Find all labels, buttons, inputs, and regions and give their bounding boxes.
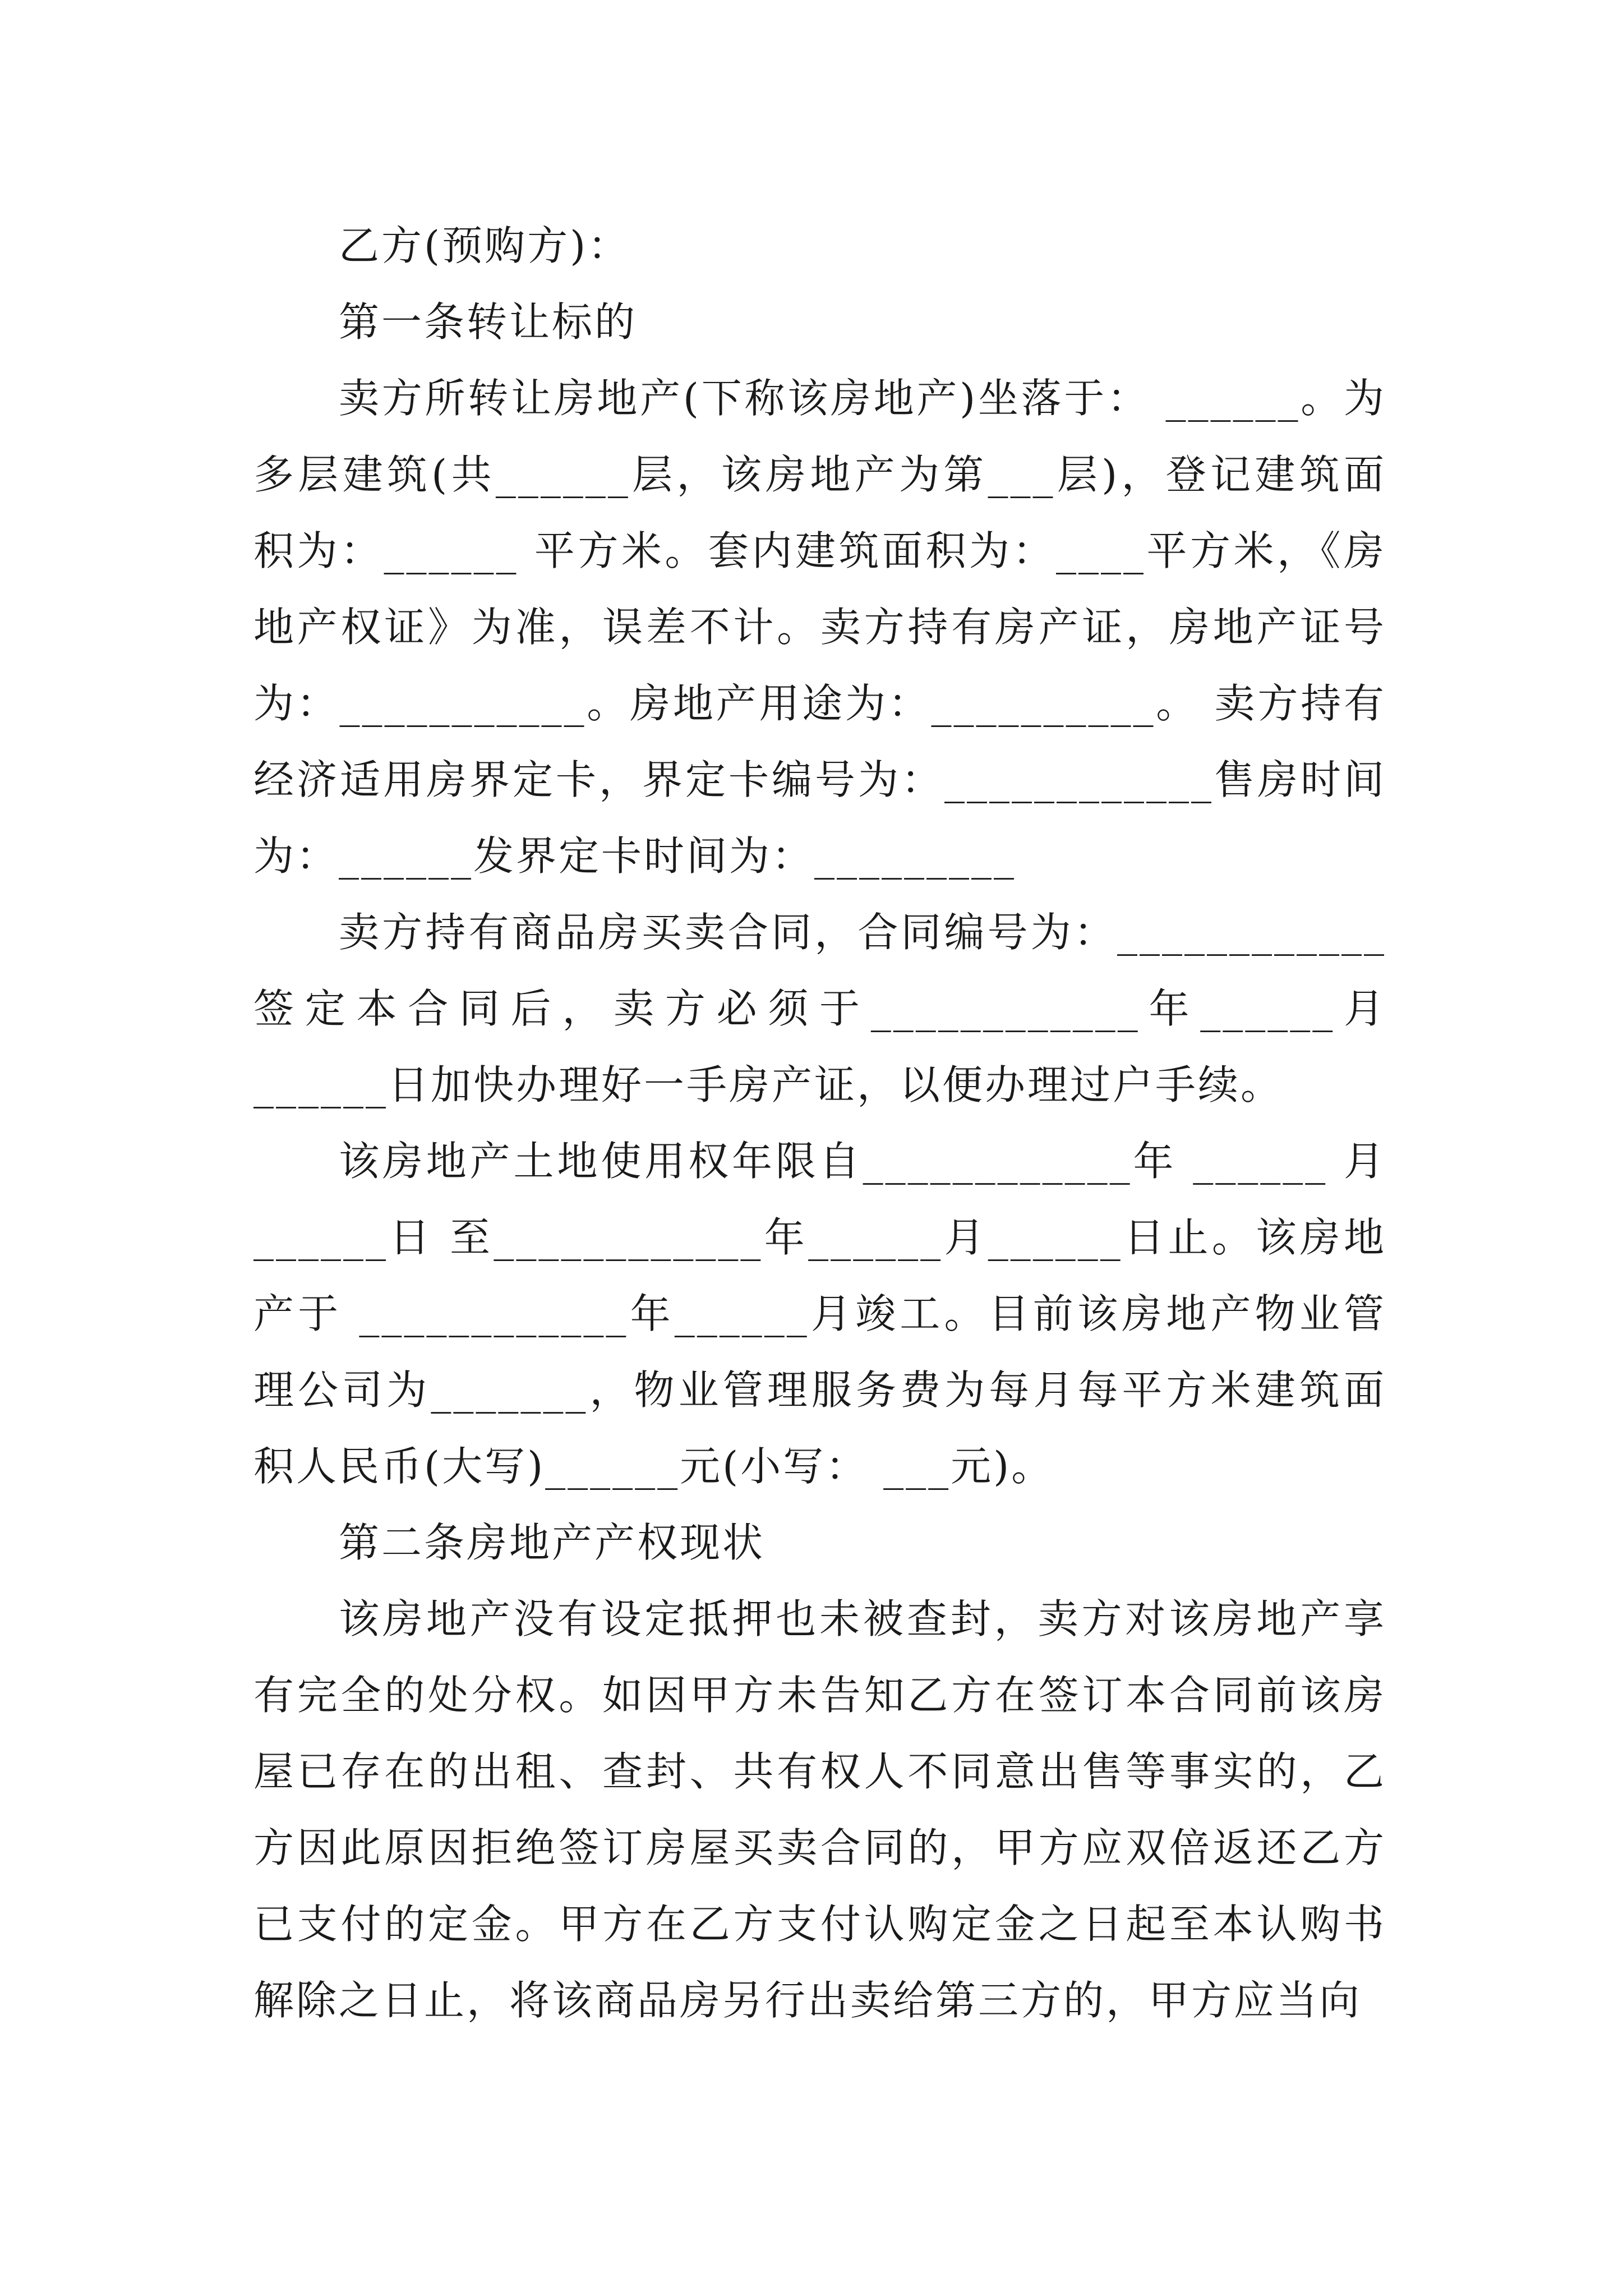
paragraph-property-status: 该房地产没有设定抵押也未被查封，卖方对该房地产享有完全的处分权。如因甲方未告知乙方在签订本合同前该房屋已存在的出租、查封、共有权人不同意出售等事实的，乙方因此原因拒绝签订房屋买卖合同的，甲方应双倍返还乙方已支付的定金。甲方在乙方支付认购定金之日起至本认购书解除之日止，将该商品房另行出卖给第三方的，甲方应当向 bbox=[253, 1595, 1386, 2024]
heading-article-1: 第一条转让标的 bbox=[339, 298, 638, 346]
paragraph-property-location: 卖方所转让房地产(下称该房地产)坐落于： ______。为多层建筑(共______层，该房地产为第___层)，登记建筑面积为：______ 平方米。套内建筑面积为：____平方米，《房地产权证》为准，误差不计。卖方持有房产证，房地产证号为：___________。房地产用途为：__________。 卖方持有经济适用房界定卡，界定卡编号为：____________售房时间为：______发界定卡时间为：_________ bbox=[253, 375, 1386, 880]
paragraph-party-b: 乙方(预购方)： bbox=[339, 222, 631, 269]
heading-article-2: 第二条房地产产权现状 bbox=[339, 1519, 766, 1566]
document-body bbox=[253, 208, 1386, 2039]
paragraph-contract-number: 卖方持有商品房买卖合同，合同编号为：____________签定本合同后，卖方必须于____________年______月______日加快办理好一手房产证，以便办理过户手续。 bbox=[253, 909, 1386, 1108]
paragraph-land-use-term: 该房地产土地使用权年限自____________年 ______ 月______日 至____________年______月______日止。该房地产于 ____________年______月竣工。目前该房地产物业管理公司为_______，物业管理服务费为每月每平方米建筑面积人民币(大写)______元(小写： ___元)。 bbox=[253, 1138, 1386, 1490]
